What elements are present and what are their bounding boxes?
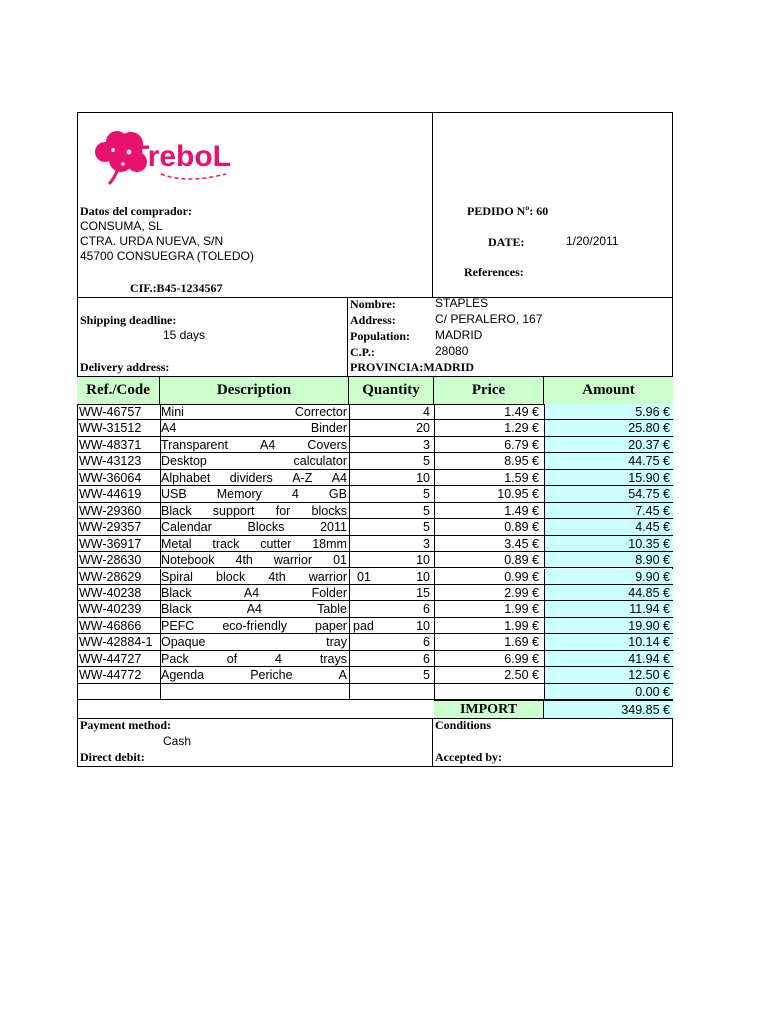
cell-amount: 7.45 € (544, 503, 673, 519)
cell-price (434, 684, 542, 700)
buyer-name: CONSUMA, SL (80, 219, 163, 233)
table-row (77, 552, 673, 568)
cell-price: 2.99 € (504, 585, 539, 600)
description-word: A (338, 668, 347, 683)
cell-price: 10.95 € (497, 487, 539, 502)
cell-ref-code: WW-44619 (79, 487, 142, 502)
supplier-provincia: PROVINCIA:MADRID (350, 360, 474, 374)
description-word: trays (319, 651, 347, 666)
description-word: Agenda (161, 668, 205, 683)
description-word: paper (315, 618, 347, 633)
description-word: eco-friendly (222, 618, 287, 633)
description-word: 01 (333, 553, 347, 568)
cell-description (161, 404, 349, 420)
table-row (77, 420, 673, 436)
cell-description (161, 420, 349, 436)
cell-amount: 9.90 € (544, 569, 673, 585)
description-word: Opaque (161, 635, 206, 650)
cell-quantity: 6 (423, 602, 430, 617)
description-overflow-text: pad (353, 618, 374, 633)
supplier-address-value: C/ PERALERO, 167 (435, 312, 543, 326)
cell-price: 6.99 € (504, 651, 539, 666)
description-word: Pack (161, 651, 189, 666)
cell-amount: 20.37 € (544, 437, 673, 453)
description-word: PEFC (161, 618, 195, 633)
cell-ref-code: WW-31512 (79, 421, 142, 436)
table-row (77, 486, 673, 502)
order-number: PEDIDO Nº: 60 (467, 204, 549, 218)
description-word: A4 (161, 421, 177, 436)
cell-price: 1.49 € (504, 405, 539, 419)
date-label: DATE: (488, 235, 525, 249)
supplier-name-label: Nombre: (350, 297, 396, 311)
description-word: Notebook (161, 553, 215, 568)
buyer-cif: CIF.:B45-1234567 (130, 281, 223, 295)
cell-quantity: 10 (416, 470, 430, 485)
description-overflow-text: 01 (357, 569, 371, 584)
table-row (77, 437, 673, 453)
cell-amount: 4.45 € (544, 519, 673, 535)
cell-price: 6.79 € (504, 437, 539, 452)
cell-description (161, 453, 349, 469)
cell-quantity: 5 (423, 668, 430, 683)
description-word: cutter (260, 536, 292, 551)
table-row (77, 651, 673, 667)
cell-quantity: 15 (416, 585, 430, 600)
description-word: 18mm (312, 536, 347, 551)
cell-ref-code: WW-36064 (79, 470, 142, 485)
cell-price: 0.99 € (504, 569, 539, 584)
cell-description (161, 486, 349, 502)
cell-quantity: 10 (416, 553, 430, 568)
cell-price: 1.99 € (504, 602, 539, 617)
treboli-logo (91, 122, 231, 188)
cell-quantity: 6 (423, 635, 430, 650)
description-word: track (212, 536, 240, 551)
description-word: A4 (260, 437, 276, 452)
description-word: Desktop (161, 454, 207, 469)
table-row (77, 519, 673, 535)
cell-description (161, 437, 349, 453)
supplier-cp-label: C.P.: (350, 345, 375, 359)
table-row (77, 684, 673, 700)
cell-amount: 11.94 € (544, 601, 673, 617)
cell-description (161, 552, 349, 568)
description-word: Black (161, 585, 192, 600)
col-header-amount: Amount (544, 377, 673, 404)
cell-amount: 25.80 € (544, 420, 673, 436)
description-word: dividers (229, 470, 273, 485)
cell-quantity (349, 684, 433, 700)
cell-price: 0.89 € (504, 520, 539, 535)
description-word: block (216, 569, 246, 584)
description-word: Corrector (294, 405, 347, 419)
description-word: A-Z (292, 470, 313, 485)
description-word: Black (161, 602, 192, 617)
cell-amount: 8.90 € (544, 552, 673, 568)
table-row (77, 503, 673, 519)
cell-description (161, 601, 349, 617)
cell-amount: 15.90 € (544, 470, 673, 486)
cell-description (161, 618, 349, 634)
cell-quantity: 4 (423, 405, 430, 419)
table-row (77, 453, 673, 469)
cell-amount: 0.00 € (544, 684, 673, 700)
cell-description (161, 585, 349, 601)
description-word: Spiral (161, 569, 193, 584)
purchase-order-form (77, 112, 673, 767)
cell-description (161, 651, 349, 667)
cell-quantity: 3 (423, 536, 430, 551)
description-word: Transparent (161, 437, 228, 452)
table-row (77, 634, 673, 650)
cell-ref-code: WW-36917 (79, 536, 142, 551)
cell-ref-code: WW-40239 (79, 602, 142, 617)
cell-ref-code: WW-29357 (79, 520, 142, 535)
buyer-heading: Datos del comprador: (80, 204, 192, 218)
total-label-cell (434, 700, 544, 718)
description-word: 4 (291, 487, 299, 502)
cell-description (161, 667, 349, 683)
total-value: 349.85 € (544, 700, 673, 718)
description-word: Covers (307, 437, 347, 452)
supplier-address-label: Address: (350, 313, 396, 327)
cell-quantity: 5 (423, 503, 430, 518)
buyer-street: CTRA. URDA NUEVA, S/N (80, 234, 224, 248)
cell-amount: 41.94 € (544, 651, 673, 667)
col-header-price: Price (434, 377, 544, 404)
payment-method-label: Payment method: (80, 718, 171, 732)
cell-price: 1.29 € (504, 421, 539, 436)
table-row (77, 601, 673, 617)
cell-amount: 12.50 € (544, 667, 673, 683)
cell-quantity: 5 (423, 454, 430, 469)
cell-quantity: 20 (416, 421, 430, 436)
cell-ref-code: WW-44727 (79, 651, 142, 666)
cell-amount: 54.75 € (544, 486, 673, 502)
cell-description (161, 503, 349, 519)
cell-ref-code: WW-46757 (79, 405, 142, 419)
cell-description (161, 519, 349, 535)
cell-price: 1.99 € (504, 618, 539, 633)
description-word: A4 (243, 585, 260, 600)
description-word: Metal (161, 536, 192, 551)
table-row (77, 404, 673, 420)
description-word: GB (328, 487, 347, 502)
cell-amount: 19.90 € (544, 618, 673, 634)
table-row (77, 569, 673, 585)
cell-price: 0.89 € (504, 553, 539, 568)
col-header-quantity: Quantity (349, 377, 434, 404)
cell-ref-code (79, 684, 159, 700)
cell-quantity: 5 (423, 487, 430, 502)
description-word: for (275, 503, 291, 518)
cell-ref-code: WW-28630 (79, 553, 142, 568)
cell-quantity: 6 (423, 651, 430, 666)
table-row (77, 470, 673, 486)
date-value: 1/20/2011 (566, 234, 619, 248)
cell-description (161, 536, 349, 552)
description-word: warrior (308, 569, 347, 584)
description-word: 2011 (320, 520, 347, 535)
direct-debit-label: Direct debit: (80, 750, 145, 764)
conditions-label: Conditions (435, 718, 492, 732)
table-row (77, 667, 673, 683)
cell-amount: 10.14 € (544, 634, 673, 650)
supplier-cp-value: 28080 (435, 344, 469, 358)
cell-ref-code: WW-46866 (79, 618, 142, 633)
cell-quantity: 5 (423, 520, 430, 535)
shipping-deadline-label: Shipping deadline: (80, 313, 177, 327)
accepted-by-label: Accepted by: (435, 750, 502, 764)
cell-price: 3.45 € (504, 536, 539, 551)
cell-description (161, 634, 349, 650)
description-word: warrior (273, 553, 313, 568)
order-items-table (77, 404, 673, 700)
cell-ref-code: WW-40238 (79, 585, 142, 600)
logo-text: TreboLi (131, 140, 231, 173)
description-word: Table (317, 602, 347, 617)
cell-ref-code: WW-28629 (79, 569, 142, 584)
cell-ref-code: WW-42884-1 (79, 635, 153, 650)
col-header-ref: Ref./Code (77, 377, 160, 404)
description-word: 4th (235, 553, 253, 568)
description-word: calculator (293, 454, 347, 469)
description-word: Binder (310, 421, 347, 436)
description-word: Calendar (161, 520, 212, 535)
cell-ref-code: WW-29360 (79, 503, 142, 518)
cell-price: 8.95 € (504, 454, 539, 469)
cell-amount: 44.85 € (544, 585, 673, 601)
payment-method-value: Cash (163, 734, 192, 748)
description-word: A4 (246, 602, 262, 617)
description-word: 4 (275, 651, 282, 666)
cell-quantity: 10 (416, 569, 430, 584)
supplier-population-value: MADRID (435, 328, 483, 342)
total-label: IMPORT (459, 702, 518, 717)
shipping-deadline-value: 15 days (163, 328, 206, 342)
supplier-population-label: Population: (350, 329, 411, 343)
cell-ref-code: WW-43123 (79, 454, 142, 469)
cell-price: 1.69 € (504, 635, 539, 650)
table-row (77, 585, 673, 601)
cell-quantity: 10 (416, 618, 430, 633)
buyer-city: 45700 CONSUEGRA (TOLEDO) (80, 249, 254, 263)
cell-price: 1.49 € (504, 503, 539, 518)
references-label: References: (464, 265, 524, 279)
cell-ref-code: WW-44772 (79, 668, 142, 683)
description-word: of (226, 651, 238, 666)
table-row (77, 536, 673, 552)
description-word: A4 (331, 470, 347, 485)
description-word: support (212, 503, 255, 518)
description-word: tray (326, 635, 347, 650)
cell-price: 1.59 € (504, 470, 539, 485)
description-word: blocks (311, 503, 347, 518)
cell-amount: 10.35 € (544, 536, 673, 552)
description-word: Black (161, 503, 192, 518)
description-word: USB (161, 487, 187, 502)
cell-description (161, 684, 349, 700)
table-row (77, 618, 673, 634)
description-word: Memory (216, 487, 262, 502)
cell-amount: 44.75 € (544, 453, 673, 469)
description-word: Blocks (247, 520, 285, 535)
col-header-description: Description (160, 377, 349, 404)
cell-quantity: 3 (423, 437, 430, 452)
cell-ref-code: WW-48371 (79, 437, 142, 452)
description-word: Mini (161, 405, 184, 419)
cell-amount: 5.96 € (544, 404, 673, 420)
cell-description (161, 569, 349, 585)
description-word: Folder (311, 585, 347, 600)
cell-price: 2.50 € (504, 668, 539, 683)
description-word: Periche (250, 668, 293, 683)
description-word: 4th (268, 569, 286, 584)
supplier-name-value: STAPLES (435, 296, 489, 310)
delivery-address-label: Delivery address: (80, 360, 170, 374)
description-word: Alphabet (161, 470, 211, 485)
cell-description (161, 470, 349, 486)
